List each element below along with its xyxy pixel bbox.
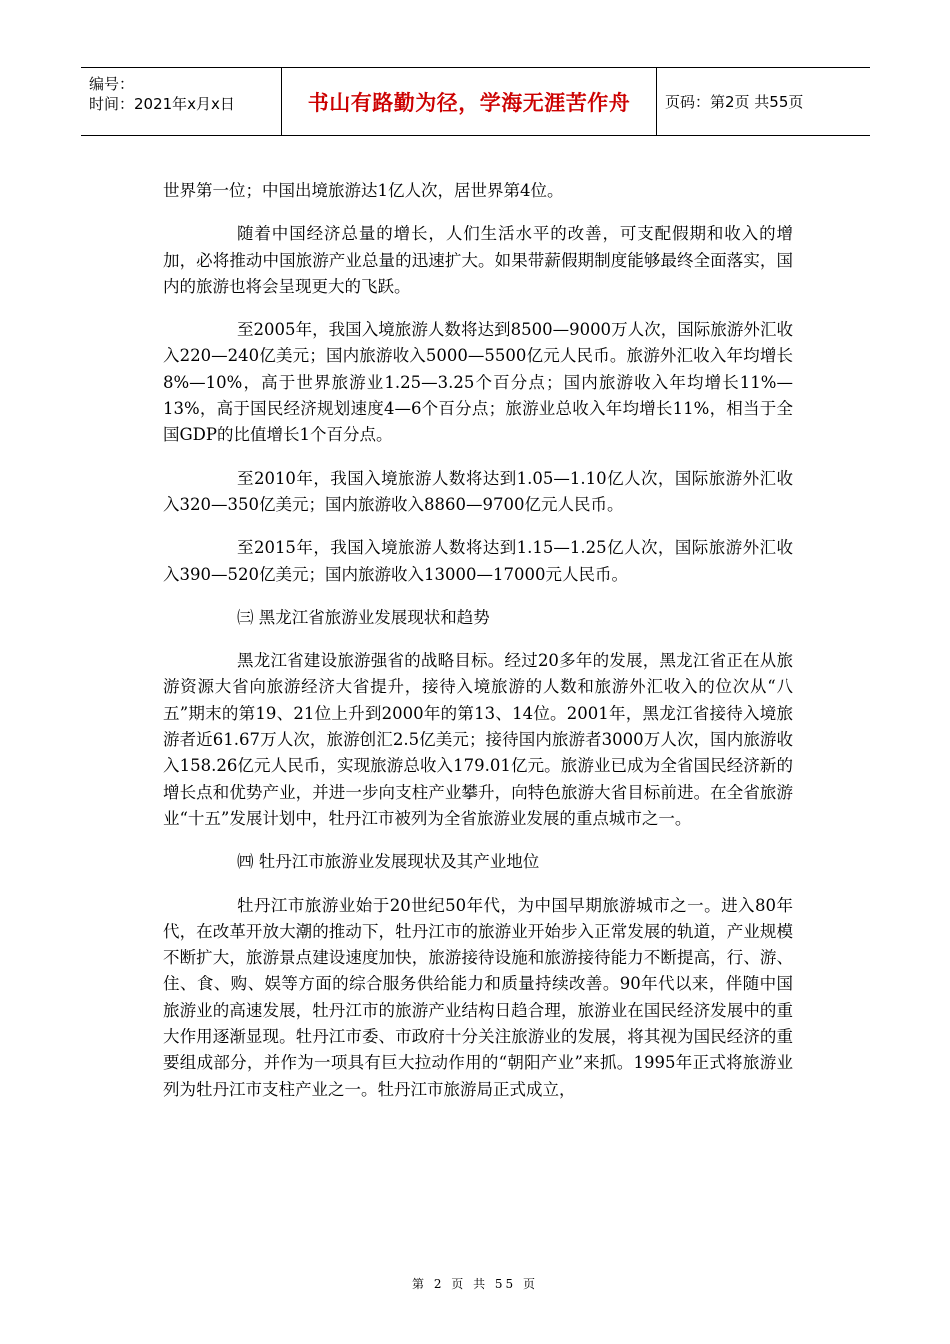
paragraph: 至2010年，我国入境旅游人数将达到1.05—1.10亿人次，国际旅游外汇收入320—350亿美元；国内旅游收入8860—9700亿元人民币。 xyxy=(163,468,793,514)
paragraph: 至2005年，我国入境旅游人数将达到8500—9000万人次，国际旅游外汇收入220—240亿美元；国内旅游收入5000—5500亿元人民币。旅游外汇收入年均增长8%—10%，高于世界旅游业1.25—3.25个百分点；国内旅游收入年均增长11%—13%，高于国民经济规划速度4—6个百分点；旅游业总收入年均增长11%，相当于全国GDP的比值增长1个百分点。 xyxy=(163,320,793,445)
paragraph: 至2015年，我国入境旅游人数将达到1.15—1.25亿人次，国际旅游外汇收入390—520亿美元；国内旅游收入13000—17000元人民币。 xyxy=(163,538,793,584)
number-label: 编号： xyxy=(89,75,135,93)
header-page-info: 页码：第2页 共55页 xyxy=(665,93,804,111)
time-label: 时间：2021年x月x日 xyxy=(89,95,235,113)
header-motto: 书山有路勤为径，学海无涯苦作舟 xyxy=(282,68,657,135)
section-heading-3: ㈢ 黑龙江省旅游业发展现状和趋势 xyxy=(237,607,490,627)
section-heading-4: ㈣ 牡丹江市旅游业发展现状及其产业地位 xyxy=(237,852,540,872)
document-body xyxy=(163,178,793,1120)
paragraph: 黑龙江省建设旅游强省的战略目标。经过20多年的发展，黑龙江省正在从旅游资源大省向旅游经济大省提升，接待入境旅游的人数和旅游外汇收入的位次从“八五”期末的第19、21位上升到2000年的第13、14位。2001年，黑龙江省接待入境旅游者近61.67万人次，旅游创汇2.5亿美元；接待国内旅游者3000万人次，国内旅游收入158.26亿元人民币，实现旅游总收入179.01亿元。旅游业已成为全省国民经济新的增长点和优势产业，并进一步向支柱产业攀升，向特色旅游大省目标前进。在全省旅游业“十五”发展计划中，牡丹江市被列为全省旅游业发展的重点城市之一。 xyxy=(163,651,793,828)
paragraph: 随着中国经济总量的增长，人们生活水平的改善，可支配假期和收入的增加，必将推动中国旅游产业总量的迅速扩大。如果带薪假期制度能够最终全面落实，国内的旅游也将会呈现更大的飞跃。 xyxy=(163,224,793,296)
paragraph: 牡丹江市旅游业始于20世纪50年代，为中国早期旅游城市之一。进入80年代，在改革开放大潮的推动下，牡丹江市的旅游业开始步入正常发展的轨道，产业规模不断扩大，旅游景点建设速度加快，旅游接待设施和旅游接待能力不断提高，行、游、住、食、购、娱等方面的综合服务供给能力和质量持续改善。90年代以来，伴随中国旅游业的高速发展，牡丹江市的旅游产业结构日趋合理，旅游业在国民经济发展中的重大作用逐渐显现。牡丹江市委、市政府十分关注旅游业的发展，将其视为国民经济的重要组成部分，并作为一项具有巨大拉动作用的“朝阳产业”来抓。1995年正式将旅游业列为牡丹江市支柱产业之一。牡丹江市旅游局正式成立， xyxy=(163,895,793,1099)
document-header xyxy=(81,67,870,136)
paragraph-continuation: 世界第一位；中国出境旅游达1亿人次，居世界第4位。 xyxy=(163,181,564,200)
page-footer: 第 2 页 共 55 页 xyxy=(412,1277,538,1291)
header-meta-cell xyxy=(81,68,282,135)
